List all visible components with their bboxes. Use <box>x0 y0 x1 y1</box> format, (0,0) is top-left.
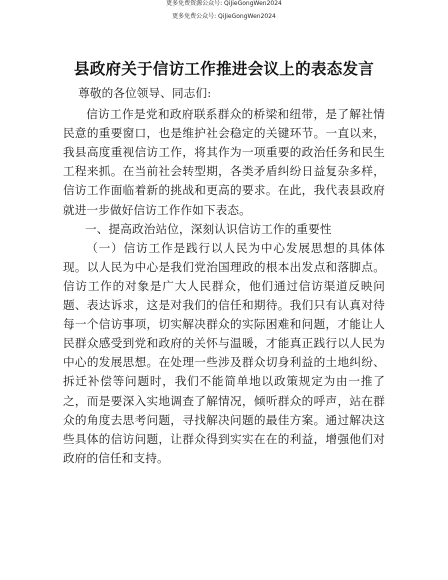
watermark-line-1: 更多免费资源公众号: QiJieGongWen2024 <box>166 0 282 7</box>
watermark-line-2: 更多免费公众号: QiJieGongWen2024 <box>172 13 276 20</box>
document-body <box>63 84 385 468</box>
document-title: 县政府关于信访工作推进会议上的表态发言 <box>73 60 375 78</box>
intro-paragraph: 信访工作是党和政府联系群众的桥梁和纽带，是了解社情民意的重要窗口，也是维护社会稳定的关键环节。一直以来，我县高度重视信访工作，将其作为一项重要的政治任务和民生工程来抓。在当前社会转型期，各类矛盾纠纷日益复杂多样，信访工作面临着新的挑战和更高的要求。在此，我代表县政府就进一步做好信访工作作如下表态。 <box>63 107 385 217</box>
subsection-paragraph-1: （一）信访工作是践行以人民为中心发展思想的具体体现。以人民为中心是我们党治国理政的根本出发点和落脚点。信访工作的对象是广大人民群众，他们通过信访渠道反映问题、表达诉求，这是对我们的信任和期待。我们只有认真对待每一个信访事项，切实解决群众的实际困难和问题，才能让人民群众感受到党和政府的关怀与温暖，才能真正践行以人民为中心的发展思想。在处理一些涉及群众切身利益的土地纠纷、拆迁补偿等问题时，我们不能简单地以政策规定为由一推了之，而是要深入实地调查了解情况，倾听群众的呼声，站在群众的角度去思考问题，寻找解决问题的最佳方案。通过解决这些具体的信访问题，让群众得到实实在在的利益，增强他们对政府的信任和支持。 <box>63 240 385 465</box>
salutation: 尊敬的各位领导、同志们: <box>78 86 212 100</box>
section-heading-1: 一、提高政治站位，深刻认识信访工作的重要性 <box>85 221 332 236</box>
